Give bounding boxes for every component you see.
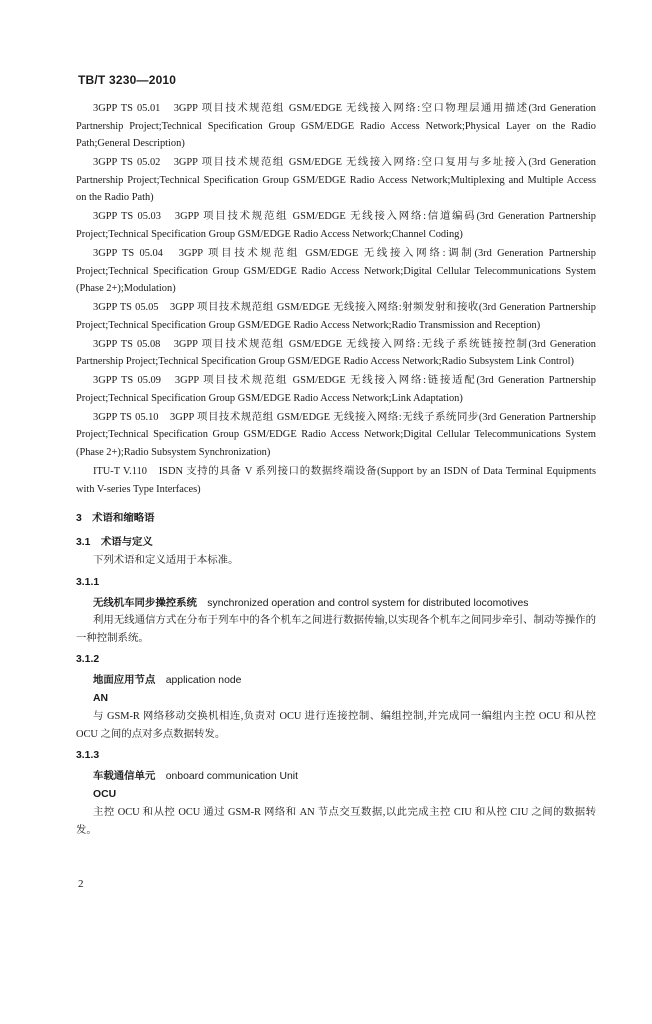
document-body <box>76 100 596 841</box>
term-abbreviation: AN <box>93 692 109 704</box>
term-definition: 主控 OCU 和从控 OCU 通过 GSM-R 网络和 AN 节点交互数据,以此完成主控 CIU 和从控 CIU 之间的数据转发。 <box>76 807 596 836</box>
subsection-intro: 下列术语和定义适用于本标准。 <box>93 555 239 567</box>
page-number: 2 <box>78 878 84 890</box>
term-zh: 车载通信单元 <box>93 770 156 782</box>
term-definition: 与 GSM-R 网络移动交换机相连,负责对 OCU 进行连接控制、编组控制,并完成同一编组内主控 OCU 和从控 OCU 之间的点对多点数据转发。 <box>76 711 596 740</box>
reference-entry: 3GPP TS 05.08 3GPP 项目技术规范组 GSM/EDGE 无线接入网络:无线子系统链接控制(3rd Generation Partnership Project;Technical Specification Group GSM/EDGE Radio Access Network;Radio Subsystem Link Control) <box>76 338 596 368</box>
term-en: application node <box>165 674 242 686</box>
term-en: synchronized operation and control system for distributed locomotives <box>207 597 529 609</box>
standard-number-header: TB/T 3230—2010 <box>78 73 177 87</box>
term-heading <box>76 672 596 690</box>
reference-entry: 3GPP TS 05.09 3GPP 项目技术规范组 GSM/EDGE 无线接入网络:链接适配(3rd Generation Partnership Project;Technical Specification Group GSM/EDGE Radio Access Network;Link Adaptation) <box>76 375 596 404</box>
reference-entry: 3GPP TS 05.01 3GPP 项目技术规范组 GSM/EDGE 无线接入网络:空口物理层通用描述(3rd Generation Partnership Project;Technical Specification Group GSM/EDGE Radio Access Network;Physical Layer on the Radio Path;General Description) <box>76 103 596 150</box>
term-heading <box>76 768 596 786</box>
term-heading <box>76 595 596 613</box>
term-number: 3.1.2 <box>76 654 100 666</box>
reference-entry: 3GPP TS 05.02 3GPP 项目技术规范组 GSM/EDGE 无线接入网络:空口复用与多址接入(3rd Generation Partnership Project;Technical Specification Group GSM/EDGE Radio Access Network;Multiplexing and Multiple Access on the Radio Path) <box>76 157 596 204</box>
term-number: 3.1.1 <box>76 576 100 588</box>
term-zh: 无线机车同步操控系统 <box>93 597 197 609</box>
term-definition: 利用无线通信方式在分布于列车中的各个机车之间进行数据传输,以实现各个机车之间同步牵引、制动等操作的一种控制系统。 <box>76 615 596 644</box>
term-abbreviation: OCU <box>93 788 117 800</box>
reference-entry: 3GPP TS 05.05 3GPP 项目技术规范组 GSM/EDGE 无线接入网络:射频发射和接收(3rd Generation Partnership Project;Technical Specification Group GSM/EDGE Radio Access Network;Radio Transmission and Reception) <box>76 302 596 331</box>
reference-entry: 3GPP TS 05.04 3GPP 项目技术规范组 GSM/EDGE 无线接入网络:调制(3rd Generation Partnership Project;Technical Specification Group GSM/EDGE Radio Access Network;Digital Cellular Telecommunications System (Phase 2+);Modulation) <box>76 247 596 295</box>
term-en: onboard communication Unit <box>165 770 298 782</box>
reference-entry: 3GPP TS 05.03 3GPP 项目技术规范组 GSM/EDGE 无线接入网络:信道编码(3rd Generation Partnership Project;Technical Specification Group GSM/EDGE Radio Access Network;Channel Coding) <box>76 211 596 240</box>
term-zh: 地面应用节点 <box>93 674 156 686</box>
term-number: 3.1.3 <box>76 750 100 762</box>
section-heading: 3 术语和缩略语 <box>76 513 155 525</box>
reference-entry: 3GPP TS 05.10 3GPP 项目技术规范组 GSM/EDGE 无线接入网络:无线子系统同步(3rd Generation Partnership Project;Technical Specification Group GSM/EDGE Radio Access Network;Digital Cellular Telecommunications System (Phase 2+);Radio Subsystem Synchronization) <box>76 411 596 459</box>
subsection-heading: 3.1 术语与定义 <box>76 536 153 548</box>
reference-entry: ITU-T V.110 ISDN 支持的具备 V 系列接口的数据终端设备(Support by an ISDN of Data Terminal Equipments with V-series Type Interfaces) <box>76 466 596 495</box>
